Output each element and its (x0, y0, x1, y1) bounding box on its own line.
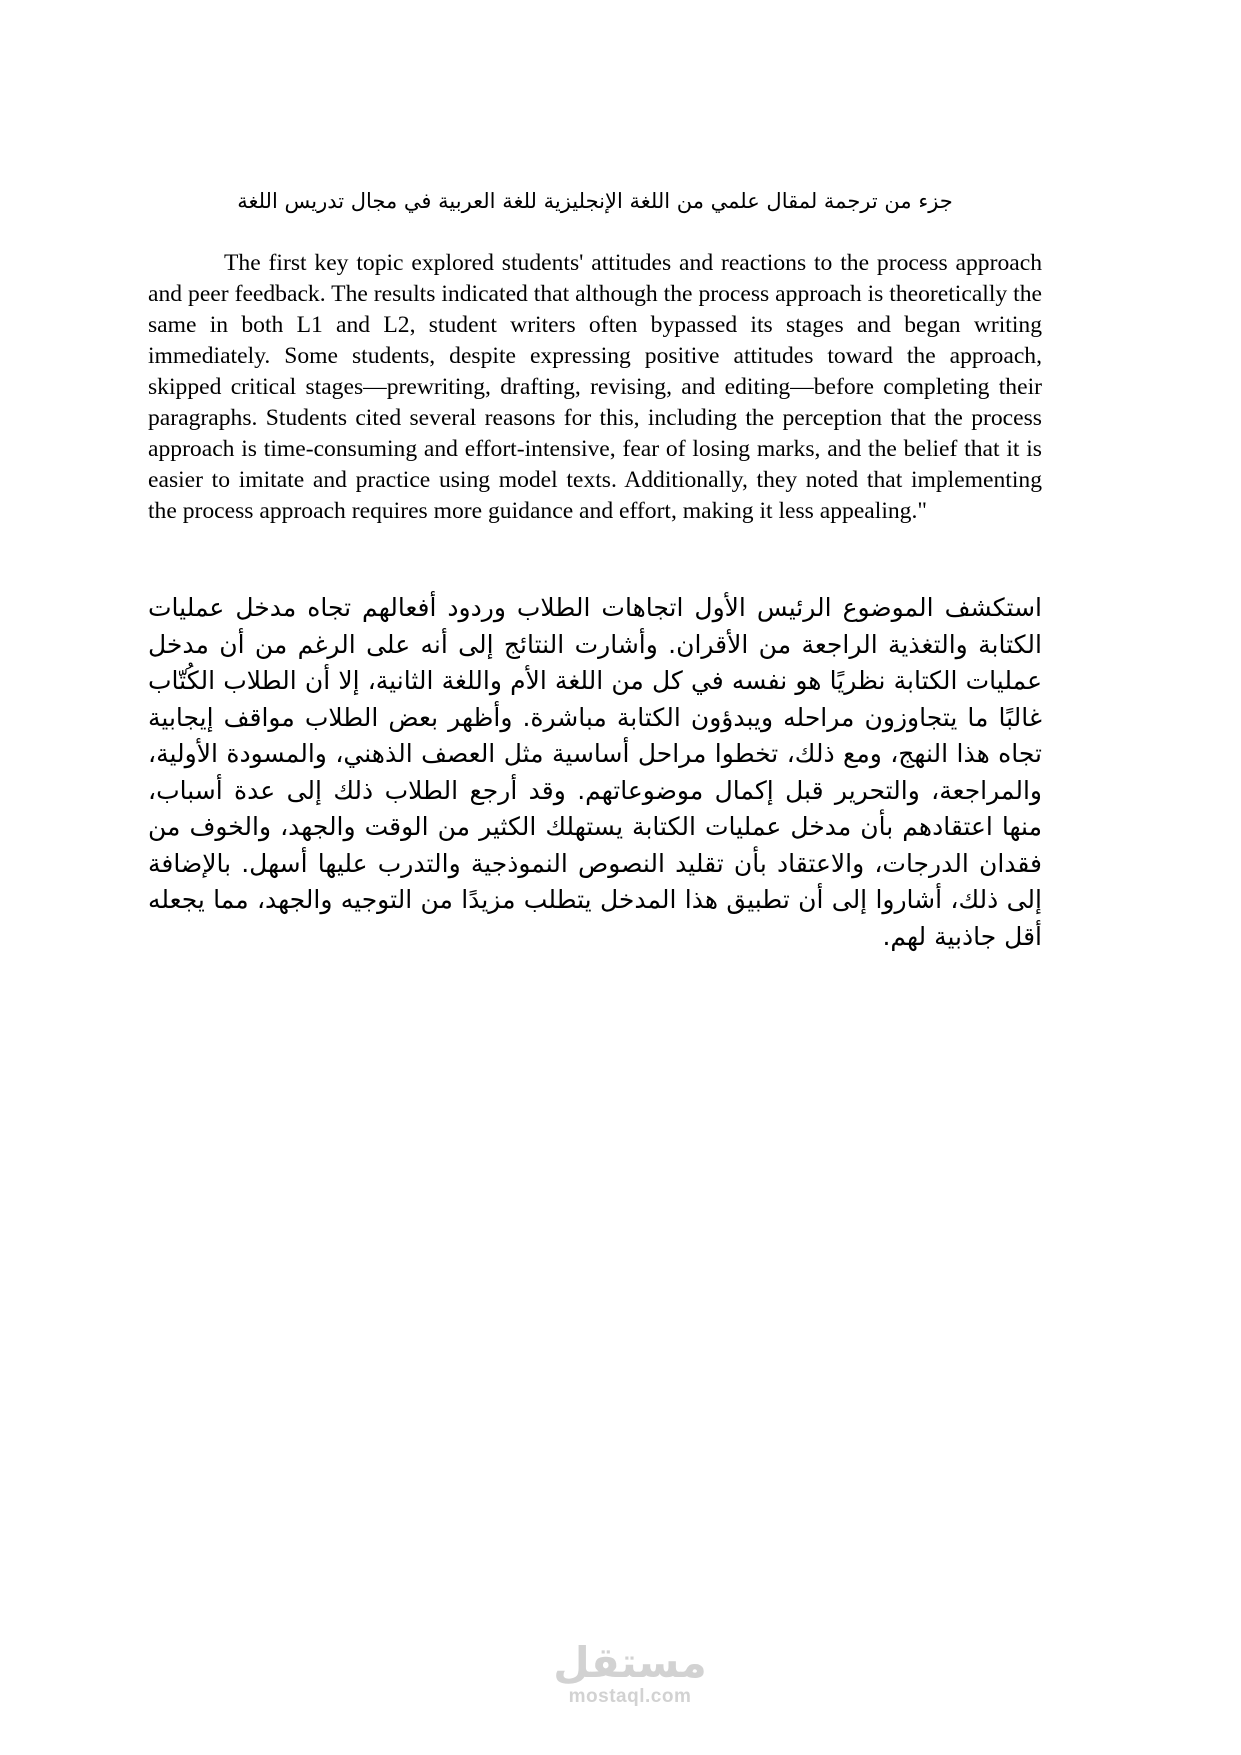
document-title: جزء من ترجمة لمقال علمي من اللغة الإنجليزية للغة العربية في مجال تدريس اللغة (237, 189, 953, 213)
mostaql-watermark (530, 1640, 730, 1708)
watermark-logo: مستقل (553, 1638, 707, 1687)
english-source-paragraph: The first key topic explored students' attitudes and reactions to the process approach and peer feedback. The results indicated that although the process approach is theoretically the same in both L1 and L2, student writers often bypassed its stages and began writing immediately. Some students, despite expressing positive attitudes toward the approach, skipped critical stages—prewriting, drafting, revising, and editing—before completing their paragraphs. Students cited several reasons for this, including the perception that the process approach is time-consuming and effort-intensive, fear of losing marks, and the belief that it is easier to imitate and practice using model texts. Additionally, they noted that implementing the process approach requires more guidance and effort, making it less appealing." (148, 250, 1042, 524)
watermark-url: mostaql.com (568, 1686, 692, 1707)
arabic-translation-paragraph: استكشف الموضوع الرئيس الأول اتجاهات الطلاب وردود أفعالهم تجاه مدخل عمليات الكتابة والتغذية الراجعة من الأقران. وأشارت النتائج إلى أنه على الرغم من أن مدخل عمليات الكتابة نظريًا هو نفسه في كل من اللغة الأم واللغة الثانية، إلا أن الطلاب الكُتّاب غالبًا ما يتجاوزون مراحله ويبدؤون الكتابة مباشرة. وأظهر بعض الطلاب مواقف إيجابية تجاه هذا النهج، ومع ذلك، تخطوا مراحل أساسية مثل العصف الذهني، والمسودة الأولية، والمراجعة، والتحرير قبل إكمال موضوعاتهم. وقد أرجع الطلاب ذلك إلى عدة أسباب، منها اعتقادهم بأن مدخل عمليات الكتابة يستهلك الكثير من الوقت والجهد، والخوف من فقدان الدرجات، والاعتقاد بأن تقليد النصوص النموذجية والتدرب عليها أسهل. بالإضافة إلى ذلك، أشاروا إلى أن تطبيق هذا المدخل يتطلب مزيدًا من التوجيه والجهد، مما يجعله أقل جاذبية لهم. (148, 593, 1042, 951)
